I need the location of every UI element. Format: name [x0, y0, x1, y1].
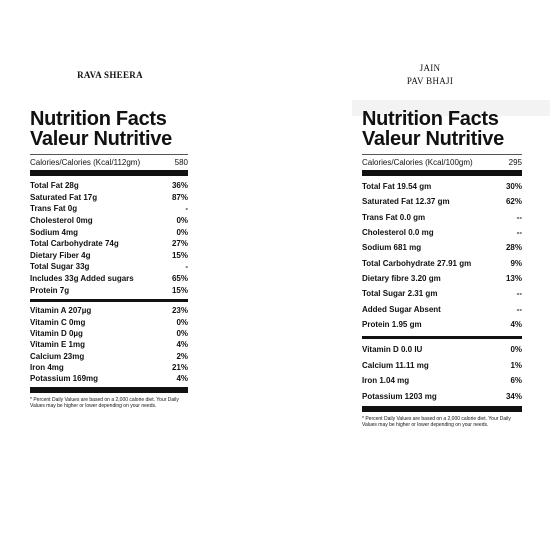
nutrient-label: Dietary Fiber 4g — [30, 250, 91, 260]
vitamin-row — [362, 342, 522, 358]
nutrient-dv: 36% — [171, 181, 188, 191]
nutrient-dv: 65% — [171, 274, 188, 284]
nutrient-row — [362, 271, 522, 286]
heading-french: Valeur Nutritive — [30, 128, 172, 150]
nutrient-dv: -- — [516, 289, 522, 299]
divider-thick — [362, 170, 522, 176]
heading-english: Nutrition Facts — [30, 108, 167, 130]
nutrient-label: Trans Fat 0.0 gm — [362, 212, 426, 222]
vitamin-dv: 2% — [176, 351, 188, 361]
nutrition-label-jain-pav-bhaji — [362, 109, 522, 429]
nutrient-dv: 27% — [171, 239, 188, 249]
vitamin-dv: 0% — [510, 345, 522, 355]
nutrient-dv: 15% — [171, 250, 188, 260]
vitamin-dv: 23% — [171, 306, 188, 316]
vitamin-dv: 21% — [171, 363, 188, 373]
product-title-line: PAV BHAJI — [406, 76, 454, 86]
calories-value: 295 — [508, 158, 522, 167]
nutrient-list — [362, 179, 522, 332]
nutrient-label: Dietary fibre 3.20 gm — [362, 273, 441, 283]
vitamin-dv: 1% — [510, 360, 522, 370]
vitamin-label: Vitamin D 0µg — [30, 328, 83, 338]
nutrient-dv: -- — [516, 228, 522, 238]
vitamin-dv: 0% — [176, 328, 188, 338]
nutrient-label: Sodium 681 mg — [362, 243, 422, 253]
vitamin-dv: 34% — [505, 391, 522, 401]
nutrient-label: Saturated Fat 17g — [30, 192, 98, 202]
footnote: * Percent Daily Values are based on a 2,000 calorie diet. Your Daily Values may be higher or lower depending on your needs. — [30, 396, 179, 410]
nutrient-label: Total Fat 28g — [30, 181, 79, 191]
vitamin-row — [30, 316, 188, 327]
nutrient-dv: - — [185, 262, 188, 272]
vitamin-row — [362, 388, 522, 404]
nutrient-row — [30, 250, 188, 262]
nutrient-row — [30, 273, 188, 285]
vitamin-dv: 0% — [176, 317, 188, 327]
vitamin-row — [30, 362, 188, 373]
nutrient-row — [30, 238, 188, 250]
nutrient-row — [362, 240, 522, 255]
vitamin-label: Iron 4mg — [30, 363, 64, 373]
nutrient-row — [362, 210, 522, 225]
nutrient-row — [30, 180, 188, 192]
nutrient-row — [30, 284, 188, 296]
vitamin-row — [30, 351, 188, 362]
calories-label: Calories/Calories (Kcal/112gm) — [30, 158, 141, 167]
vitamin-label: Vitamin C 0mg — [30, 317, 86, 327]
divider-thick — [30, 170, 188, 176]
vitamin-label: Potassium 169mg — [30, 374, 99, 384]
vitamin-label: Vitamin E 1mg — [30, 340, 85, 350]
nutrient-label: Includes 33g Added sugars — [30, 274, 134, 284]
nutrient-label: Trans Fat 0g — [30, 204, 78, 214]
nutrient-row — [362, 317, 522, 332]
nutrient-dv: 0% — [176, 227, 188, 237]
nutrient-dv: - — [185, 204, 188, 214]
nutrient-row — [362, 301, 522, 316]
vitamin-label: Calcium 11.11 mg — [362, 360, 429, 370]
heading-english: Nutrition Facts — [362, 108, 499, 130]
product-title-rava-sheera — [60, 70, 160, 80]
nutrient-row — [30, 203, 188, 215]
vitamin-row — [30, 373, 188, 384]
nutrient-list — [30, 180, 188, 296]
nutrient-dv: -- — [516, 212, 522, 222]
nutrient-label: Cholesterol 0mg — [30, 216, 93, 226]
nutrient-label: Protein 7g — [30, 285, 70, 295]
divider-thick — [362, 406, 522, 412]
nutrient-dv: 4% — [510, 319, 522, 329]
vitamin-label: Calcium 23mg — [30, 351, 85, 361]
divider-thick — [30, 387, 188, 393]
vitamin-label: Iron 1.04 mg — [362, 376, 410, 386]
vitamin-row — [30, 305, 188, 316]
nutrient-row — [30, 226, 188, 238]
vitamin-label: Vitamin D 0.0 IU — [362, 345, 423, 355]
vitamin-dv: 4% — [176, 374, 188, 384]
nutrient-label: Cholesterol 0.0 mg — [362, 228, 434, 238]
calories-row — [30, 155, 188, 170]
nutrient-row — [362, 286, 522, 301]
nutrient-dv: 30% — [505, 182, 522, 192]
nutrient-row — [362, 194, 522, 209]
nutrient-row — [362, 179, 522, 194]
nutrition-label-rava-sheera — [30, 109, 188, 410]
calories-row — [362, 155, 522, 170]
nutrient-dv: -- — [516, 304, 522, 314]
nutrient-row — [30, 192, 188, 204]
nutrient-dv: 28% — [505, 243, 522, 253]
product-title-jain-pav-bhaji — [395, 62, 465, 88]
divider-mid — [30, 299, 188, 302]
nutrient-label: Total Sugar 2.31 gm — [362, 289, 438, 299]
product-title-line: RAVA SHEERA — [77, 70, 143, 80]
nutrient-dv: 0% — [176, 216, 188, 226]
vitamin-row — [362, 373, 522, 389]
vitamin-row — [362, 357, 522, 373]
nutrient-dv: 87% — [171, 192, 188, 202]
nutrient-label: Saturated Fat 12.37 gm — [362, 197, 450, 207]
vitamin-dv: 6% — [510, 376, 522, 386]
nutrient-row — [30, 215, 188, 227]
nutrient-dv: 62% — [505, 197, 522, 207]
nutrient-label: Total Carbohydrate 74g — [30, 239, 119, 249]
vitamin-label: Potassium 1203 mg — [362, 391, 437, 401]
nutrient-label: Total Carbohydrate 27.91 gm — [362, 258, 472, 268]
nutrient-label: Protein 1.95 gm — [362, 319, 422, 329]
nutrient-label: Total Fat 19.54 gm — [362, 182, 432, 192]
vitamin-label: Vitamin A 207µg — [30, 306, 92, 316]
heading-french: Valeur Nutritive — [362, 128, 504, 150]
calories-value: 580 — [174, 158, 188, 167]
product-title-line: JAIN — [419, 63, 441, 73]
footnote: * Percent Daily Values are based on a 2,000 calorie diet. Your Daily Values may be higher or lower depending on your needs. — [362, 415, 511, 429]
nutrient-label: Added Sugar Absent — [362, 304, 441, 314]
vitamin-dv: 4% — [176, 340, 188, 350]
nutrient-row — [362, 225, 522, 240]
nutrient-dv: 13% — [505, 273, 522, 283]
nutrient-label: Sodium 4mg — [30, 227, 79, 237]
nutrient-row — [362, 255, 522, 270]
calories-label: Calories/Calories (Kcal/100gm) — [362, 158, 473, 167]
nutrient-label: Total Sugar 33g — [30, 262, 90, 272]
divider-mid — [362, 336, 522, 339]
nutrient-dv: 15% — [171, 285, 188, 295]
vitamin-row — [30, 339, 188, 350]
nutrient-dv: 9% — [510, 258, 522, 268]
vitamin-list — [30, 305, 188, 385]
vitamin-row — [30, 328, 188, 339]
vitamin-list — [362, 342, 522, 404]
nutrient-row — [30, 261, 188, 273]
